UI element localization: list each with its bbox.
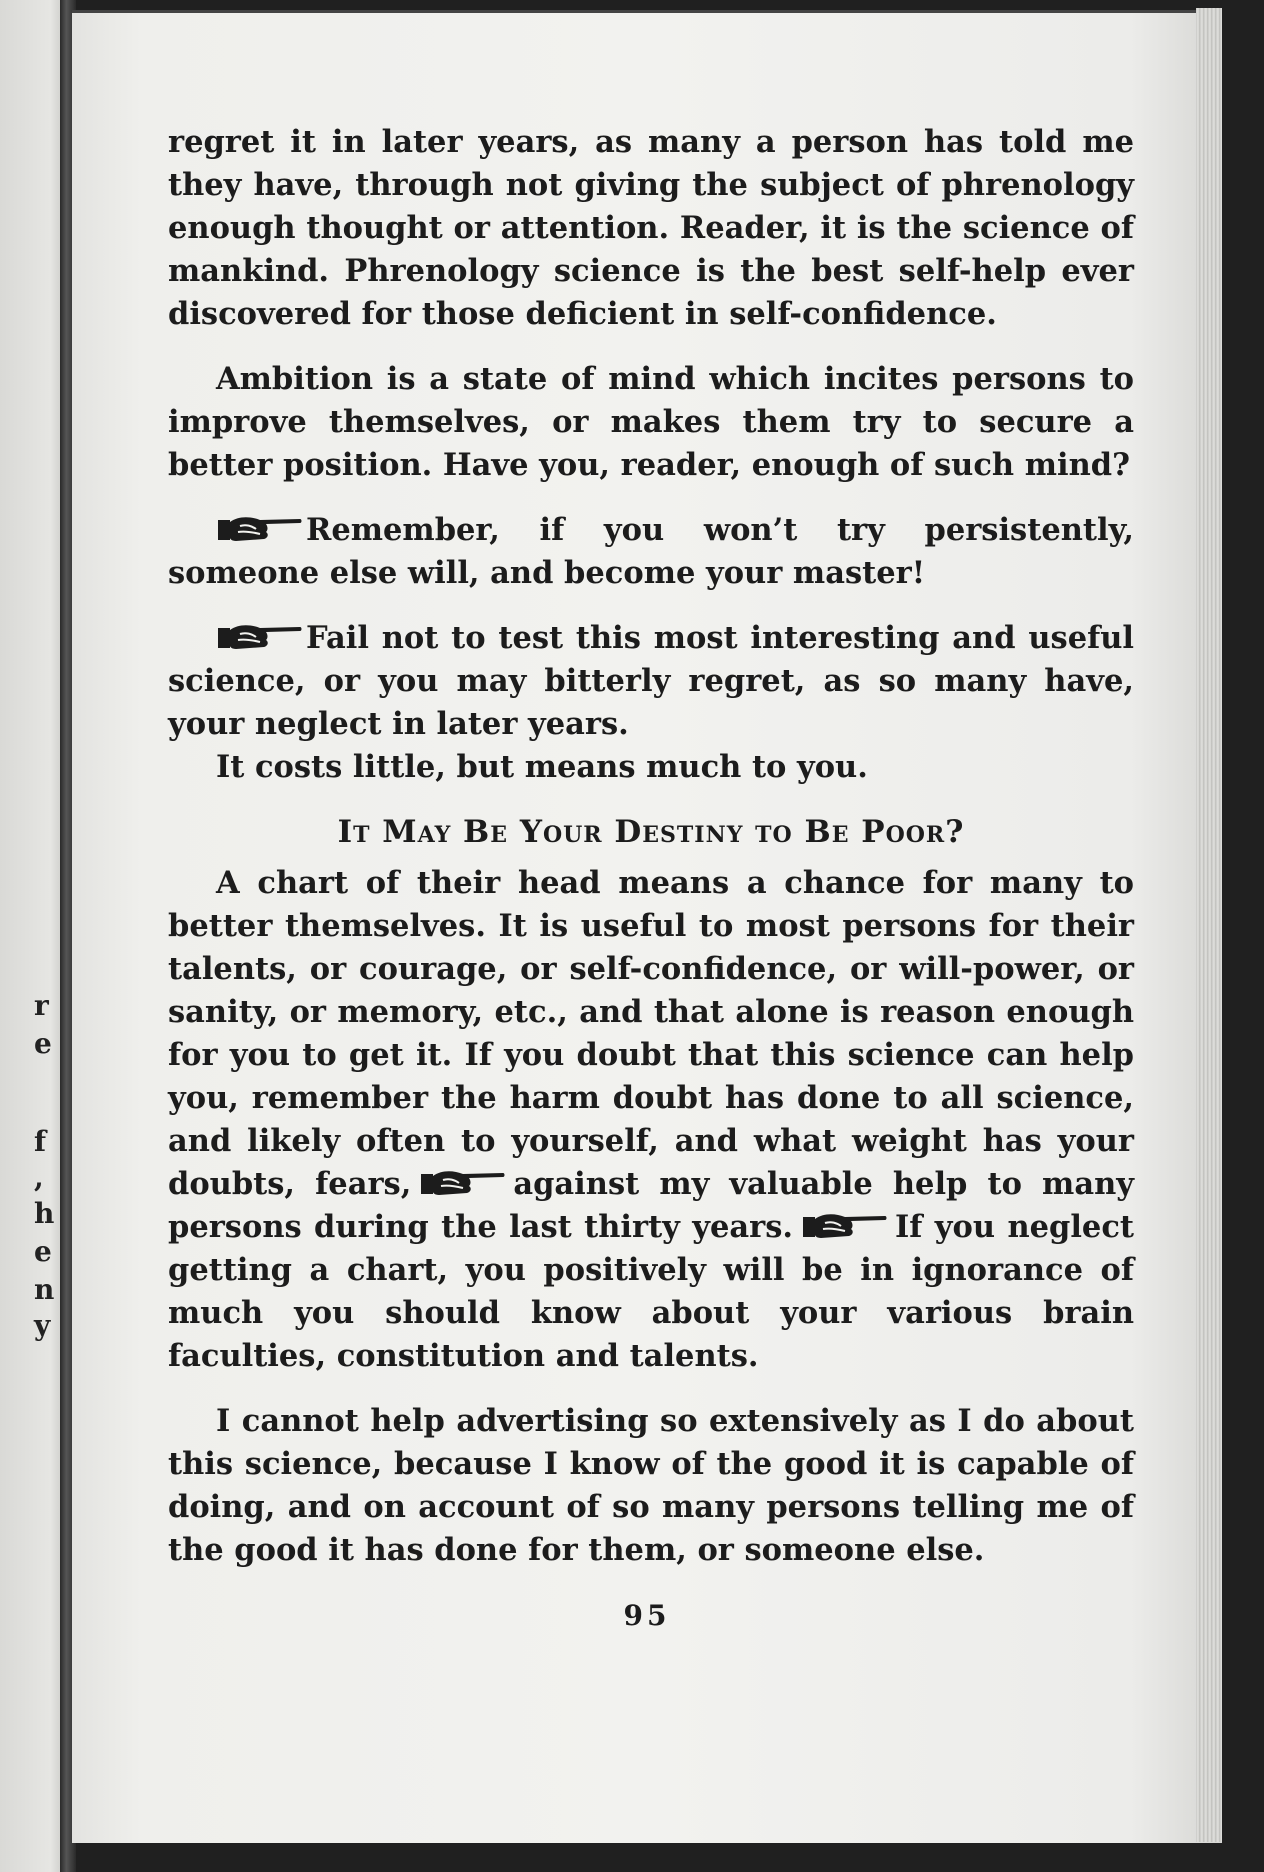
pointing-hand-icon bbox=[216, 622, 302, 652]
paragraph-remember bbox=[168, 509, 1134, 595]
book-page bbox=[72, 10, 1222, 1843]
paragraph-chart-part3: If you neglect getting a chart, you positively will be in ignorance of much you should know about your various brain faculties, constitution and talents. bbox=[168, 1209, 1134, 1374]
left-page-fragment: , bbox=[34, 1161, 44, 1194]
left-page-fragment: n bbox=[34, 1273, 55, 1306]
left-page-fragment: r bbox=[34, 989, 49, 1022]
paragraph-advertising: I cannot help advertising so extensively as I do about this science, because I know of the good it is capable of doing, and on account of so many persons telling me of the good it has done for them, or someone else. bbox=[168, 1403, 1134, 1568]
page-stack-edge bbox=[1196, 8, 1222, 1842]
paragraph-costs-little: It costs little, but means much to you. bbox=[216, 749, 868, 785]
pointing-hand-icon bbox=[216, 514, 302, 544]
paragraph-fail-not-text: Fail not to test this most interesting and useful science, or you may bitterly regret, as so many have, your neglect in later years. bbox=[168, 620, 1134, 742]
page-number: 95 bbox=[623, 1599, 671, 1632]
paragraph-chart-of-head bbox=[168, 862, 1134, 1378]
paragraph-chart-part1: A chart of their head means a chance for many to better themselves. It is useful to most persons for their talents, or courage, or self-confidence, or will-power, or sanity, or memory, etc., and that alone is reason enough for you to get it. If you doubt that this science can help you, remember the harm doubt has done to all science, and likely often to yourself, and what weight has your doubts, fears, bbox=[168, 865, 1134, 1202]
left-page-fragment: y bbox=[34, 1309, 51, 1342]
paragraph-ambition: Ambition is a state of mind which incites persons to improve themselves, or makes them try to secure a better position. Have you, reader, enough of such mind? bbox=[168, 361, 1134, 483]
pointing-hand-icon bbox=[419, 1168, 505, 1198]
left-page-fragment: h bbox=[34, 1197, 55, 1230]
paragraph-fail-not bbox=[168, 617, 1134, 746]
left-page-fragment: f bbox=[34, 1125, 47, 1158]
paragraph-phrenology-regret: regret it in later years, as many a person has told me they have, through not giving the subject of phrenology enough thought or attention. Reader, it is the science of mankind. Phrenology science is the best self-help ever discovered for those deficient in self-confidence. bbox=[168, 124, 1134, 332]
left-page-fragment: e bbox=[34, 1235, 52, 1268]
pointing-hand-icon bbox=[801, 1211, 887, 1241]
paragraph-remember-text: Remember, if you won’t try persistently, someone else will, and become your master! bbox=[168, 512, 1134, 591]
page-body bbox=[168, 121, 1134, 1572]
left-page-fragment: e bbox=[34, 1027, 52, 1060]
section-heading: It May Be Your Destiny to Be Poor? bbox=[337, 814, 965, 850]
paragraph-chart-part2: against my valuable help to many persons during the last thirty years. bbox=[168, 1166, 1134, 1245]
